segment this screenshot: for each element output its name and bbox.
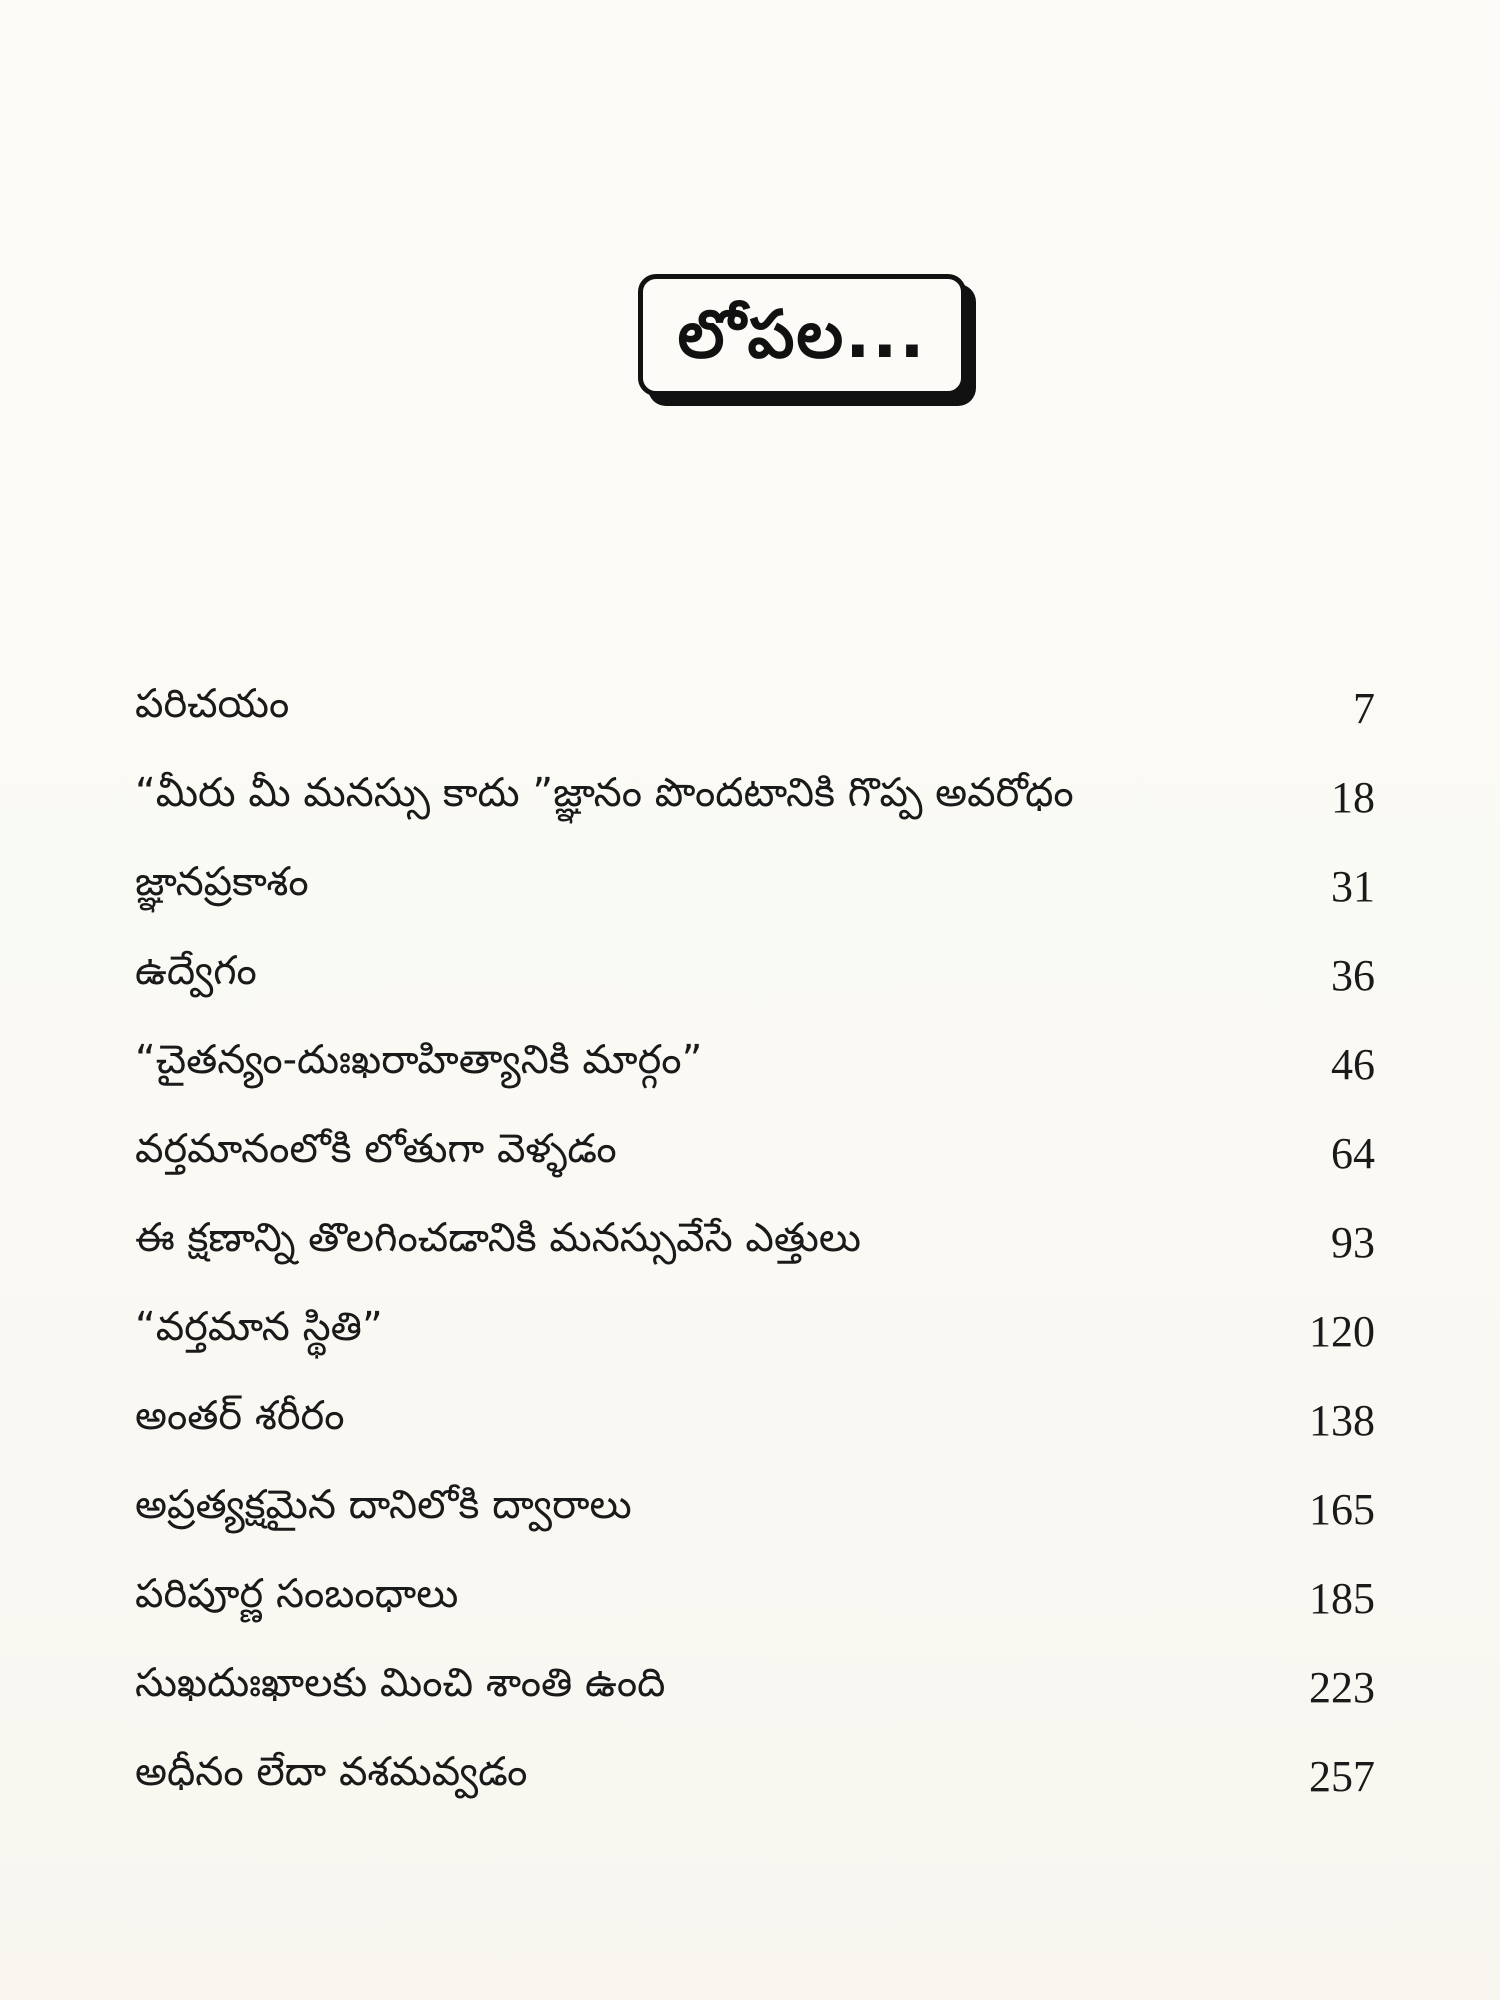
toc-entry-title: పరిచయం (135, 680, 290, 727)
toc-entry-title: ఈ క్షణాన్ని తొలగించడానికి మనస్సువేసే ఎత్తులు (135, 1214, 862, 1261)
toc-entry-title: అంతర్ శరీరం (135, 1392, 345, 1439)
toc-entry (135, 1465, 1385, 1554)
toc-entry-page: 257 (1309, 1752, 1375, 1801)
toc-entry (135, 1287, 1385, 1376)
toc-entry-page: 36 (1331, 951, 1375, 1000)
toc-entry-page: 93 (1331, 1218, 1375, 1267)
toc-entry (135, 753, 1385, 842)
toc-entry (135, 1643, 1385, 1732)
toc-entry (135, 1020, 1385, 1109)
toc-entry-title: “చైతన్యం-దుఃఖరాహిత్యానికి మార్గం” (135, 1036, 703, 1083)
toc-entry-title: “వర్తమాన స్థితి” (135, 1303, 383, 1350)
toc-entry-page: 165 (1309, 1485, 1375, 1534)
toc-entry (135, 1198, 1385, 1287)
toc-entry (135, 1732, 1385, 1821)
table-of-contents (135, 664, 1385, 1821)
toc-entry-title: “మీరు మీ మనస్సు కాదు ”జ్ఞానం పొందటానికి గొప్ప అవరోధం (135, 769, 1074, 816)
toc-entry-page: 31 (1331, 862, 1375, 911)
toc-entry (135, 664, 1385, 753)
toc-entry (135, 1376, 1385, 1465)
heading-box (638, 274, 966, 396)
toc-entry-page: 223 (1309, 1663, 1375, 1712)
toc-entry (135, 1109, 1385, 1198)
toc-entry-title: జ్ఞానప్రకాశం (135, 858, 309, 905)
toc-entry-page: 120 (1309, 1307, 1375, 1356)
toc-entry-page: 7 (1353, 684, 1375, 733)
toc-entry-page: 185 (1309, 1574, 1375, 1623)
toc-entry-page: 18 (1331, 773, 1375, 822)
toc-entry-page: 64 (1331, 1129, 1375, 1178)
toc-entry (135, 1554, 1385, 1643)
toc-entry-page: 46 (1331, 1040, 1375, 1089)
toc-entry-page: 138 (1309, 1396, 1375, 1445)
toc-entry-title: సుఖదుఃఖాలకు మించి శాంతి ఉంది (135, 1659, 666, 1706)
page-heading: లోపల... (677, 296, 927, 373)
toc-entry-title: అప్రత్యక్షమైన దానిలోకి ద్వారాలు (135, 1481, 632, 1528)
toc-entry-title: ఉద్వేగం (135, 947, 257, 994)
toc-entry-title: వర్తమానంలోకి లోతుగా వెళ్ళడం (135, 1125, 617, 1172)
toc-entry (135, 931, 1385, 1020)
toc-entry-title: అధీనం లేదా వశమవ్వడం (135, 1748, 528, 1795)
toc-entry-title: పరిపూర్ణ సంబంధాలు (135, 1570, 459, 1617)
toc-entry (135, 842, 1385, 931)
